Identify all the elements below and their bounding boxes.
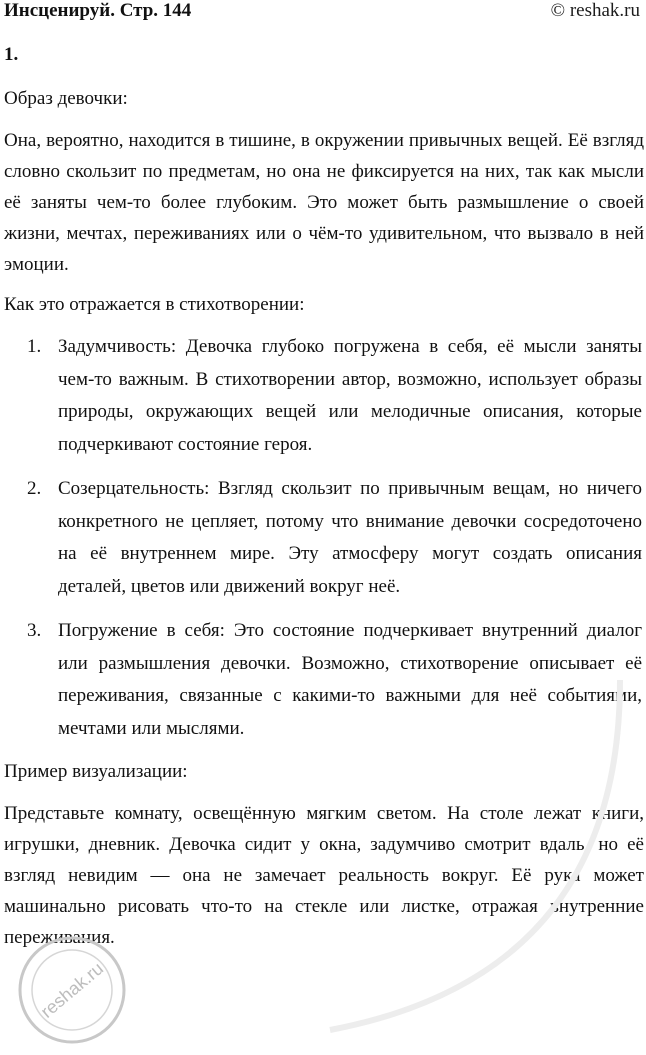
list-item — [4, 615, 644, 745]
watermark-text: reshak.ru — [36, 958, 108, 1022]
list-item-number: 2. — [27, 478, 42, 499]
page-header — [0, 0, 646, 26]
list-item-number: 3. — [27, 620, 42, 641]
example-paragraph: Представьте комнату, освещённую мягким светом. На столе лежат книги, игрушки, дневник. Девочка сидит у окна, задумчиво смотрит вдаль, но её взгляд невидим — она не замечает реальность вокруг. Её рука может машинально рисовать что-то на стекле или листке, отражая внутренние переживания. — [4, 803, 644, 948]
example-heading: Пример визуализации: — [4, 761, 188, 782]
list-item — [4, 473, 644, 603]
reflection-heading: Как это отражается в стихотворении: — [4, 294, 305, 315]
page-title: Инсценируй. Стр. 144 — [4, 0, 192, 21]
intro-paragraph: Она, вероятно, находится в тишине, в окружении привычных вещей. Её взгляд словно скользит по предметам, но она не фиксируется на них, так как мысли её заняты чем-то более глубоким. Это может быть размышление о своей жизни, мечтах, переживаниях или о чём-то удивительном, что вызвало в ней эмоции. — [4, 130, 644, 275]
list-item-text: Погружение в себя: Это состояние подчеркивает внутренний диалог или размышления девочки. Возможно, стихотворение описывает её переживания, связанные с какими-то важными для неё событиями, мечтами или мыслями. — [58, 620, 642, 739]
reflection-list — [4, 331, 644, 745]
task-number: 1. — [4, 44, 19, 65]
list-item-text: Задумчивость: Девочка глубоко погружена в себя, её мысли заняты чем-то важным. В стихотворении автор, возможно, использует образы природы, окружающих вещей или мелодичные описания, которые подчеркивают состояние героя. — [58, 336, 642, 455]
source-label: © reshak.ru — [550, 0, 640, 21]
list-item-text: Созерцательность: Взгляд скользит по привычным вещам, но ничего конкретного не цепляет, потому что внимание девочки сосредоточено на её внутреннем мире. Эту атмосферу могут создать описания деталей, цветов или движений вокруг неё. — [58, 478, 642, 597]
intro-heading: Образ девочки: — [4, 88, 128, 109]
list-item — [4, 331, 644, 461]
list-item-number: 1. — [27, 336, 42, 357]
answer-content — [4, 42, 644, 963]
